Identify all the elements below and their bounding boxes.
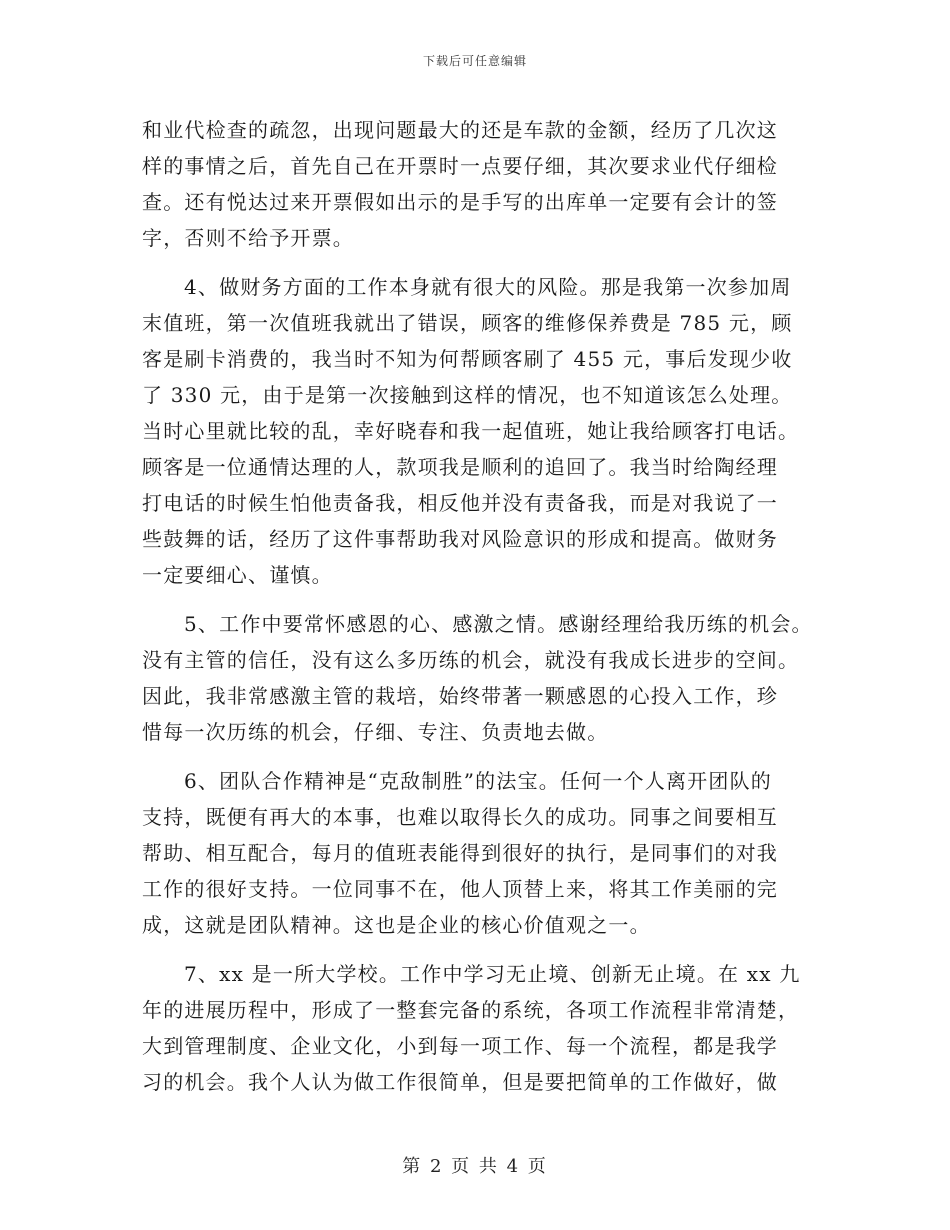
document-body (142, 112, 832, 1100)
text-line: 7、xx 是一所大学校。工作中学习无止境、创新无止境。在 xx 九 (184, 962, 801, 986)
text-line: 大到管理制度、企业文化，小到每一项工作、每一个流程，都是我学 (142, 1034, 778, 1058)
text-line: 因此，我非常感激主管的栽培，始终带著一颗感恩的心投入工作，珍 (142, 684, 778, 708)
page-number: 第 2 页 共 4 页 (402, 1156, 548, 1177)
text-line: 查。还有悦达过来开票假如出示的是手写的出库单一定要有会计的签 (142, 190, 778, 214)
page-header: 下载后可任意编辑 (422, 54, 527, 68)
text-line: 客是刷卡消费的，我当时不知为何帮顾客刷了 455 元，事后发现少收 (142, 347, 793, 371)
text-line: 一定要细心、谨慎。 (142, 563, 333, 587)
text-line: 当时心里就比较的乱，幸好晓春和我一起值班，她让我给顾客打电话。 (142, 419, 800, 443)
paragraph-gap (142, 593, 832, 606)
text-line: 年的进展历程中，形成了一整套完备的系统，各项工作流程非常清楚， (142, 998, 800, 1022)
text-line: 支持，既便有再大的本事，也难以取得长久的成功。同事之间要相互 (142, 805, 778, 829)
text-line: 习的机会。我个人认为做工作很简单，但是要把简单的工作做好，做 (142, 1070, 778, 1094)
text-line: 工作的很好支持。一位同事不在，他人顶替上来，将其工作美丽的完 (142, 877, 778, 901)
text-line: 帮助、相互配合，每月的值班表能得到很好的执行，是同事们的对我 (142, 841, 778, 865)
text-line: 4、做财务方面的工作本身就有很大的风险。那是我第一次参加周 (184, 275, 792, 299)
text-line: 5、工作中要常怀感恩的心、感激之情。感谢经理给我历练的机会。 (184, 612, 813, 636)
text-line: 没有主管的信任，没有这么多历练的机会，就没有我成长进步的空间。 (142, 648, 800, 672)
text-line: 些鼓舞的话，经历了这件事帮助我对风险意识的形成和提高。做财务 (142, 527, 778, 551)
text-line: 顾客是一位通情达理的人，款项我是顺利的追回了。我当时给陶经理 (142, 455, 778, 479)
paragraph-gap (142, 256, 832, 269)
paragraph-gap (142, 943, 832, 956)
text-line: 打电话的时候生怕他责备我，相反他并没有责备我，而是对我说了一 (142, 491, 778, 515)
paragraph-gap (142, 750, 832, 763)
text-line: 6、团队合作精神是“克敌制胜”的法宝。任何一个人离开团队的 (184, 769, 772, 793)
text-line: 了 330 元，由于是第一次接触到这样的情况，也不知道该怎么处理。 (142, 383, 793, 407)
text-line: 样的事情之后，首先自己在开票时一点要仔细，其次要求业代仔细检 (142, 154, 778, 178)
text-line: 字，否则不给予开票。 (142, 226, 354, 250)
text-line: 惜每一次历练的机会，仔细、专注、负责地去做。 (142, 720, 609, 744)
text-line: 成，这就是团队精神。这也是企业的核心价值观之一。 (142, 913, 651, 937)
text-line: 末值班，第一次值班我就出了错误，顾客的维修保养费是 785 元，顾 (142, 311, 793, 335)
text-line: 和业代检查的疏忽，出现问题最大的还是车款的金额，经历了几次这 (142, 118, 778, 142)
